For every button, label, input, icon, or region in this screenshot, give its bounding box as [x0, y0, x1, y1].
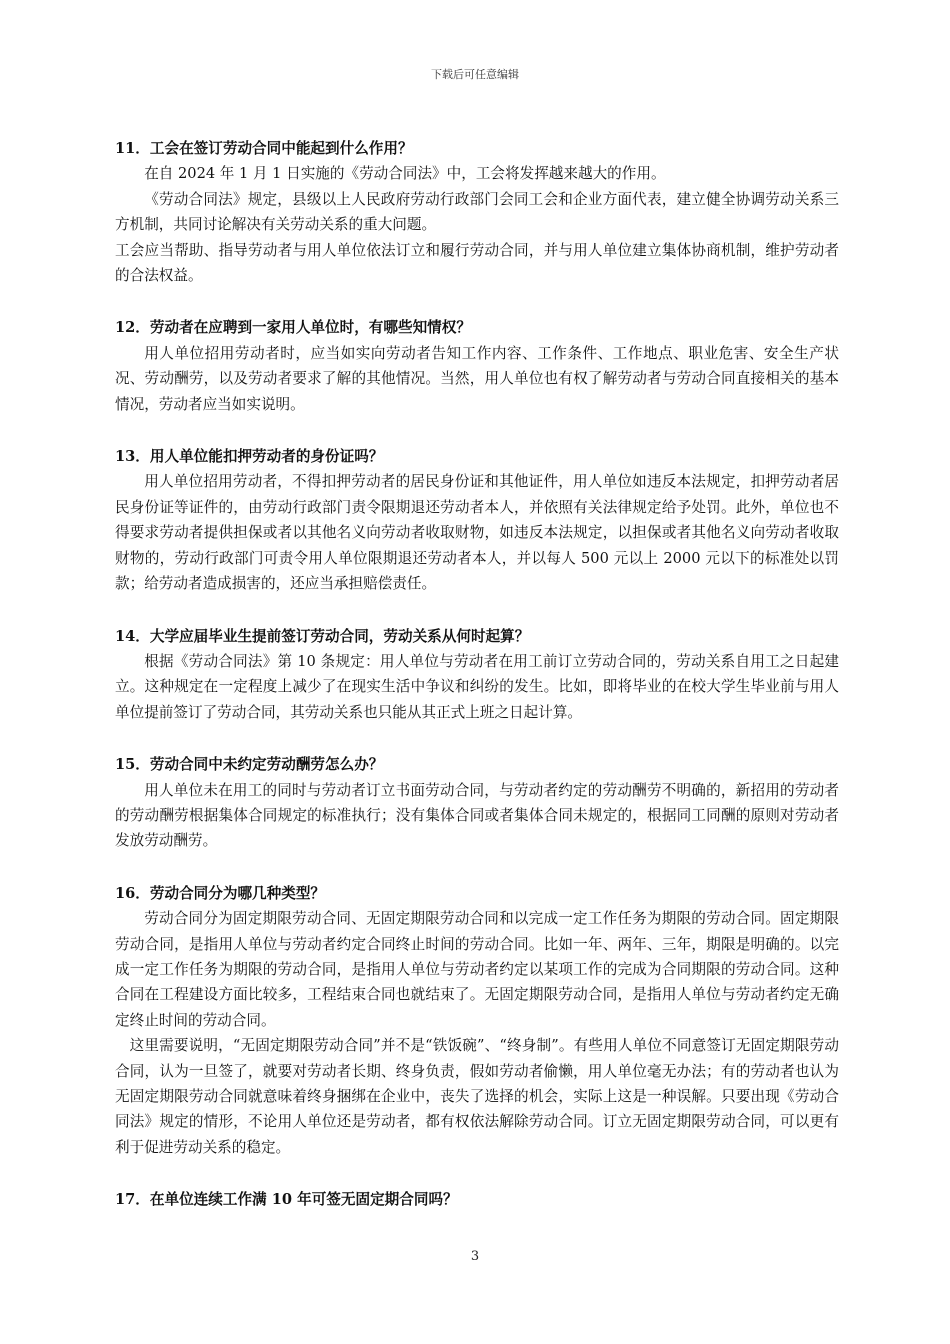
question-12-heading: 12．劳动者在应聘到一家用人单位时，有哪些知情权？ — [115, 319, 471, 337]
page-header: 下载后可任意编辑 — [431, 68, 519, 81]
q11-paragraph-1: 在自 2024 年 1 月 1 日实施的《劳动合同法》中，工会将发挥越来越大的作用。 — [144, 165, 666, 183]
q16-paragraph-1: 劳动合同分为固定期限劳动合同、无固定期限劳动合同和以完成一定工作任务为期限的劳动合同。固定期限劳动合同，是指用人单位与劳动者约定合同终止时间的劳动合同。比如一年、两年、三年，期限是明确的。以完成一定工作任务为期限的劳动合同，是指用人单位与劳动者约定以某项工作的完成为合同期限的劳动合同。这种合同在工程建设方面比较多，工程结束合同也就结束了。无固定期限劳动合同，是指用人单位与劳动者约定无确定终止时间的劳动合同。 — [115, 910, 839, 1029]
question-14-heading: 14．大学应届毕业生提前签订劳动合同，劳动关系从何时起算？ — [115, 627, 530, 645]
question-13-heading: 13．用人单位能扣押劳动者的身份证吗？ — [115, 448, 384, 466]
q12-paragraph-1: 用人单位招用劳动者时，应当如实向劳动者告知工作内容、工作条件、工作地点、职业危害、安全生产状况、劳动酬劳，以及劳动者要求了解的其他情况。当然，用人单位也有权了解劳动者与劳动合同直接相关的基本情况，劳动者应当如实说明。 — [115, 344, 839, 413]
q16-paragraph-2: 这里需要说明，“无固定期限劳动合同”并不是“铁饭碗”、“终身制”。有些用人单位不同意签订无固定期限劳动合同，认为一旦签了，就要对劳动者长期、终身负责，假如劳动者偷懒，用人单位毫无办法；有的劳动者也认为无固定期限劳动合同就意味着终身捆绑在企业中，丧失了选择的机会，实际上这是一种误解。只要出现《劳动合同法》规定的情形，不论用人单位还是劳动者，都有权依法解除劳动合同。订立无固定期限劳动合同，可以更有利于促进劳动关系的稳定。 — [115, 1037, 839, 1156]
question-17-heading: 17．在单位连续工作满 10 年可签无固定期合同吗？ — [115, 1191, 458, 1209]
page-number: 3 — [470, 1249, 480, 1264]
question-11-heading: 11．工会在签订劳动合同中能起到什么作用？ — [115, 140, 413, 157]
q14-paragraph-1: 根据《劳动合同法》第 10 条规定：用人单位与劳动者在用工前订立劳动合同的，劳动关系自用工之日起建立。这种规定在一定程度上减少了在现实生活中争议和纠纷的发生。比如，即将毕业的在校大学生毕业前与用人单位提前签订了劳动合同，其劳动关系也只能从其正式上班之日起计算。 — [115, 652, 839, 721]
document-body — [115, 136, 839, 1213]
question-16-heading: 16．劳动合同分为哪几种类型？ — [115, 884, 326, 902]
q15-paragraph-1: 用人单位未在用工的同时与劳动者订立书面劳动合同，与劳动者约定的劳动酬劳不明确的，新招用的劳动者的劳动酬劳根据集体合同规定的标准执行；没有集体合同或者集体合同未规定的，根据同工同酬的原则对劳动者发放劳动酬劳。 — [115, 781, 839, 850]
q11-paragraph-2: 《劳动合同法》规定，县级以上人民政府劳动行政部门会同工会和企业方面代表，建立健全协调劳动关系三方机制，共同讨论解决有关劳动关系的重大问题。 — [115, 190, 839, 234]
question-15-heading: 15．劳动合同中未约定劳动酬劳怎么办？ — [115, 756, 384, 774]
q13-paragraph-1: 用人单位招用劳动者，不得扣押劳动者的居民身份证和其他证件，用人单位如违反本法规定，扣押劳动者居民身份证等证件的，由劳动行政部门责令限期退还劳动者本人，并依照有关法律规定给予处罚。此外，单位也不得要求劳动者提供担保或者以其他名义向劳动者收取财物，如违反本法规定，以担保或者其他名义向劳动者收取财物的，劳动行政部门可责令用人单位限期退还劳动者本人，并以每人 500 元以上 2000 元以下的标准处以罚款；给劳动者造成损害的，还应当承担赔偿责任。 — [115, 473, 839, 593]
q11-paragraph-3: 工会应当帮助、指导劳动者与用人单位依法订立和履行劳动合同，并与用人单位建立集体协商机制，维护劳动者的合法权益。 — [115, 241, 839, 285]
